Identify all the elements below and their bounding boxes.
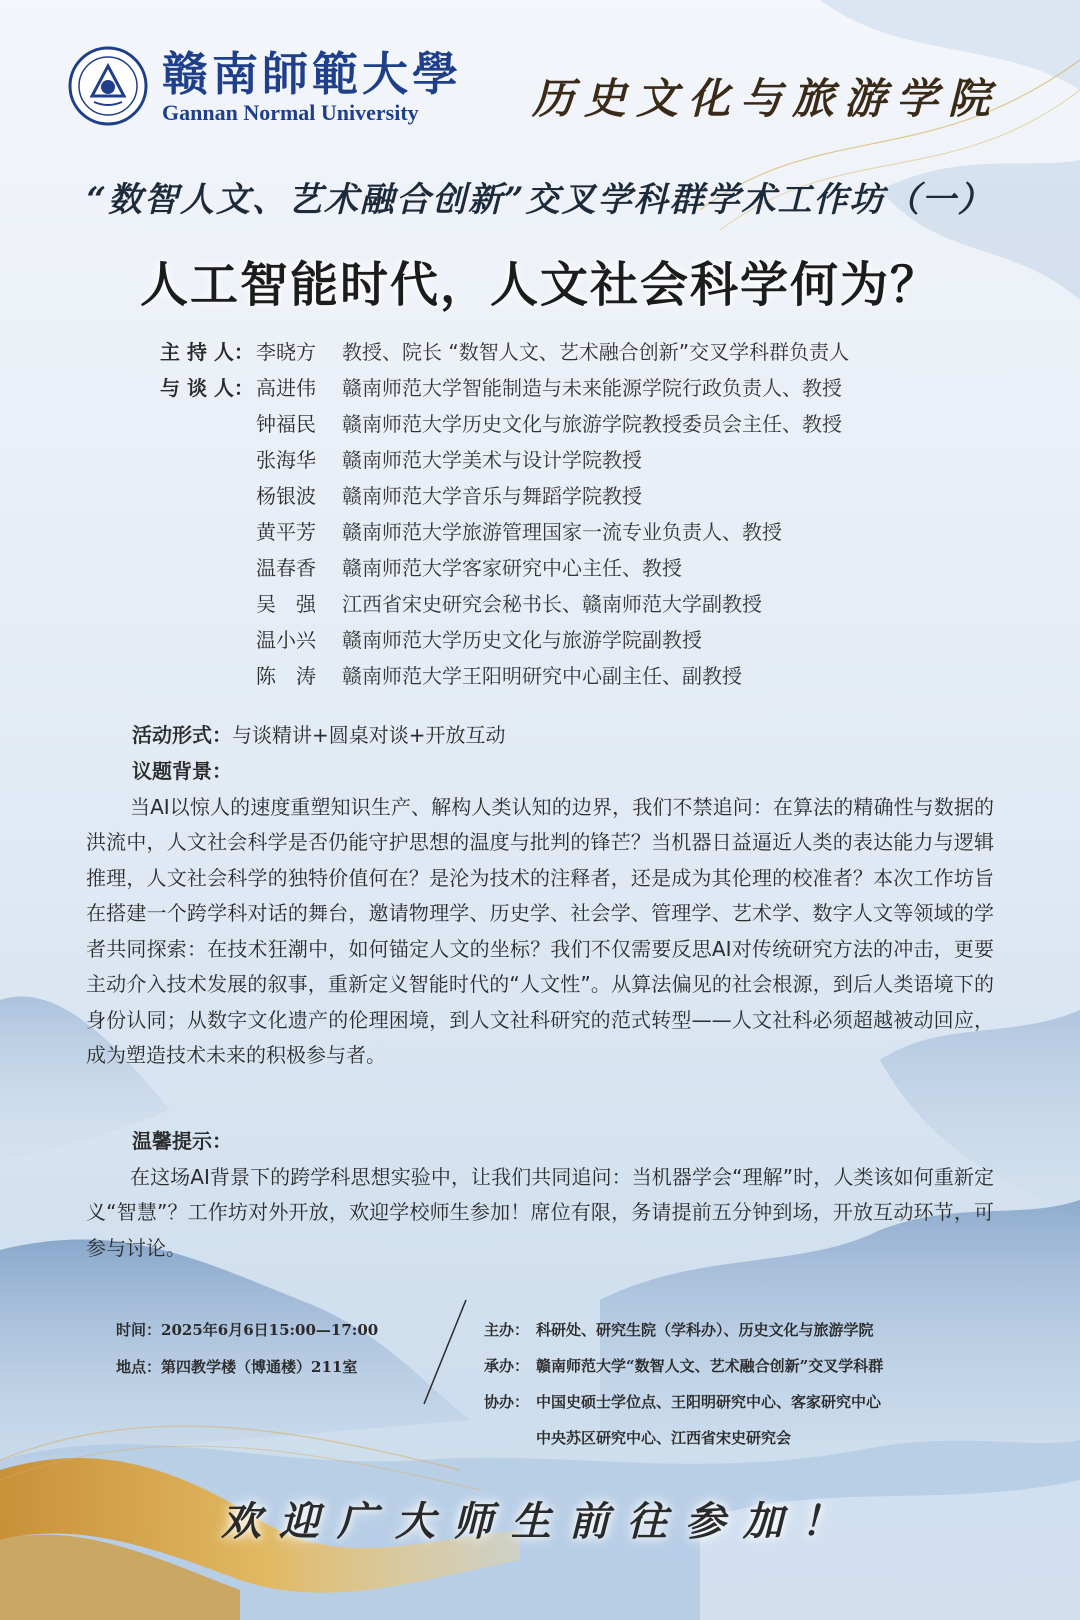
panelist-name: 黄平芳 — [256, 520, 316, 544]
university-logo — [68, 46, 462, 126]
time-row — [116, 1312, 378, 1349]
panelist-row — [160, 442, 849, 478]
panelist-desc: 赣南师范大学王阳明研究中心副主任、副教授 — [342, 664, 742, 688]
panelist-name: 张海华 — [256, 448, 316, 472]
panelist-name: 温小兴 — [256, 628, 316, 652]
place-row — [116, 1349, 378, 1386]
panelist-name: 温春香 — [256, 556, 316, 580]
place-label: 地点： — [116, 1358, 162, 1376]
host-org-value: 科研处、研究生院（学科办）、历史文化与旅游学院 — [536, 1321, 874, 1339]
panelist-row — [160, 514, 849, 550]
undertake-label: 承办： — [484, 1357, 530, 1375]
panelist-row — [160, 658, 849, 694]
panelist-row — [160, 550, 849, 586]
panelist-desc: 赣南师范大学音乐与舞蹈学院教授 — [342, 484, 642, 508]
speaker-list — [160, 334, 849, 694]
co-org-row-2 — [484, 1420, 883, 1456]
co-org-label: 协办： — [484, 1393, 530, 1411]
time-value: 2025年6月6日15:00—17:00 — [161, 1321, 379, 1339]
university-name-en: Gannan Normal University — [162, 100, 419, 125]
panelist-row — [160, 406, 849, 442]
panelist-row — [160, 622, 849, 658]
host-label: 主 持 人： — [160, 340, 254, 364]
time-label: 时间： — [116, 1321, 162, 1339]
panelist-desc: 赣南师范大学美术与设计学院教授 — [342, 448, 642, 472]
panelist-desc: 江西省宋史研究会秘书长、赣南师范大学副教授 — [342, 592, 762, 616]
notice-label: 温馨提示： — [132, 1129, 232, 1153]
welcome-banner: 欢迎广大师生前往参加！ — [221, 1498, 859, 1545]
event-info — [116, 1312, 378, 1386]
undertake-row — [484, 1348, 883, 1384]
university-seal-icon — [68, 46, 148, 126]
host-name: 李晓方 — [256, 340, 316, 364]
university-name-cn: 赣南師範大學 — [162, 47, 462, 101]
panelist-row — [160, 478, 849, 514]
panelist-name: 吴 强 — [256, 592, 316, 616]
notice-section — [86, 1124, 994, 1266]
panelist-desc: 赣南师范大学客家研究中心主任、教授 — [342, 556, 682, 580]
workshop-subtitle: “数智人文、艺术融合创新”交叉学科群学术工作坊（一） — [86, 180, 994, 220]
undertake-value: 赣南师范大学“数智人文、艺术融合创新”交叉学科群 — [536, 1357, 884, 1375]
poster-title: 人工智能时代，人文社会科学何为？ — [139, 257, 940, 313]
co-org-value-1: 中国史硕士学位点、王阳明研究中心、客家研究中心 — [536, 1393, 882, 1411]
background-label: 议题背景： — [132, 759, 232, 783]
panelist-desc: 赣南师范大学旅游管理国家一流专业负责人、教授 — [342, 520, 782, 544]
notice-text: 在这场AI背景下的跨学科思想实验中，让我们共同追问：当机器学会“理解”时，人类该如何重新定义“智慧”？工作坊对外开放，欢迎学校师生参加！席位有限，务请提前五分钟到场，开放互动环节，可参与讨论。 — [86, 1164, 994, 1260]
panelist-desc: 赣南师范大学历史文化与旅游学院副教授 — [342, 628, 702, 652]
activity-format — [132, 718, 992, 754]
background-text: 当AI以惊人的速度重塑知识生产、解构人类认知的边界，我们不禁追问：在算法的精确性与数据的洪流中，人文社会科学是否仍能守护思想的温度与批判的锋芒？当机器日益逼近人类的表达能力与逻辑推理，人文社会科学的独特价值何在？是沦为技术的注释者，还是成为其伦理的校准者？本次工作坊旨在搭建一个跨学科对话的舞台，邀请物理学、历史学、社会学、管理学、艺术学、数字人文等领域的学者共同探索：在技术狂潮中，如何锚定人文的坐标？我们不仅需要反思AI对传统研究方法的冲击，更要主动介入技术发展的叙事，重新定义智能时代的“人文性”。从算法偏见的社会根源，到后人类语境下的身份认同；从数字文化遗产的伦理困境，到人文社科研究的范式转型——人文社科必须超越被动回应，成为塑造技术未来的积极参与者。 — [86, 794, 994, 1067]
panelist-row — [160, 586, 849, 622]
panelist-name: 钟福民 — [256, 412, 316, 436]
panelist-label: 与 谈 人： — [160, 376, 254, 400]
panelist-row — [160, 370, 849, 406]
host-org-row — [484, 1312, 883, 1348]
co-org-value-2: 中央苏区研究中心、江西省宋史研究会 — [536, 1429, 792, 1447]
host-desc: 教授、院长 “数智人文、艺术融合创新”交叉学科群负责人 — [342, 340, 850, 364]
panelist-name: 高进伟 — [256, 376, 316, 400]
panelist-desc: 赣南师范大学智能制造与未来能源学院行政负责人、教授 — [342, 376, 842, 400]
topic-background — [86, 754, 994, 1074]
place-value: 第四教学楼（博通楼）211室 — [161, 1358, 358, 1376]
co-org-row — [484, 1384, 883, 1420]
format-label: 活动形式： — [132, 723, 232, 747]
organizer-info — [484, 1312, 883, 1456]
panelist-desc: 赣南师范大学历史文化与旅游学院教授委员会主任、教授 — [342, 412, 842, 436]
host-row — [160, 334, 849, 370]
panelist-name: 杨银波 — [256, 484, 316, 508]
panelist-name: 陈 涛 — [256, 664, 316, 688]
college-name: 历史文化与旅游学院 — [531, 74, 1000, 123]
host-org-label: 主办： — [484, 1321, 530, 1339]
format-value: 与谈精讲+圆桌对谈+开放互动 — [232, 723, 506, 747]
